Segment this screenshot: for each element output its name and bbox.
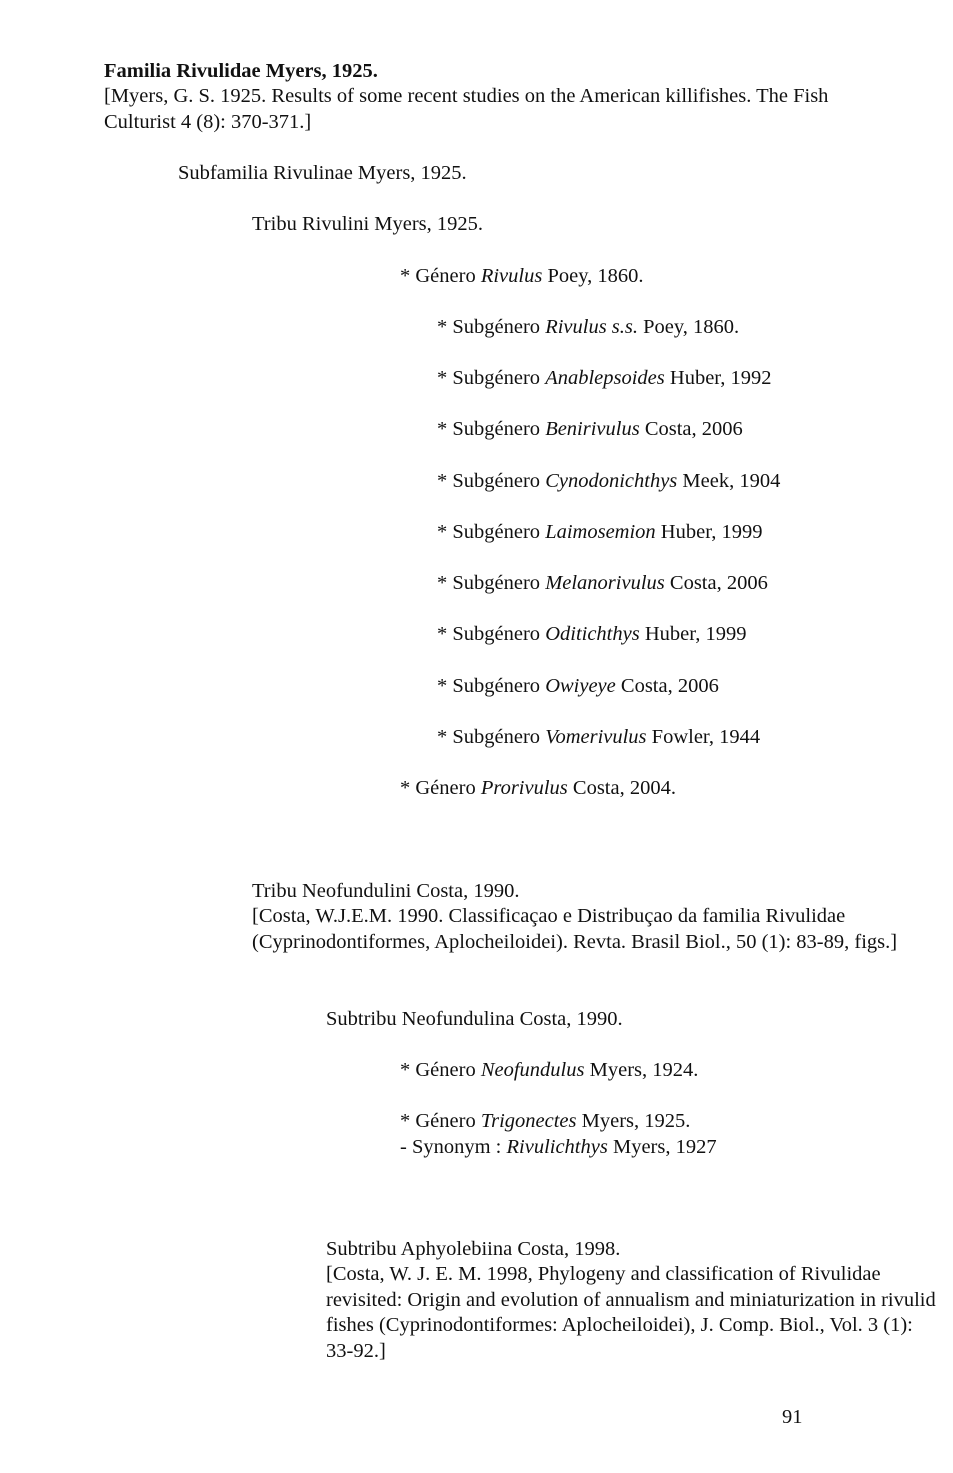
subgenus-author: Costa, 2006: [639, 418, 743, 440]
subgenus-prefix: * Subgénero: [437, 367, 546, 389]
subgenus-author: Costa, 2006: [615, 675, 719, 697]
subgenus-entry: [437, 315, 739, 341]
genus-author: Myers, 1925.: [576, 1110, 691, 1132]
subgenus-name: Laimosemion: [545, 521, 656, 543]
genus-entry-rivulus: [400, 264, 644, 290]
subtribu-aphyolebiina-reference: [Costa, W. J. E. M. 1998, Phylogeny and classification of Rivulidae revisited: Origin and evolution of annualism and miniaturization in rivulid fishes (Cyprinodontiformes: Aplocheiloidei), J. Comp. Biol., Vol. 3 (1): 33-92.]: [326, 1263, 936, 1362]
genus-name: Trigonectes: [480, 1110, 577, 1132]
subgenus-prefix: * Subgénero: [437, 726, 546, 748]
synonym-author: Myers, 1927: [607, 1136, 717, 1158]
subgenus-author: Poey, 1860.: [638, 316, 740, 338]
subgenus-prefix: * Subgénero: [437, 418, 546, 440]
genus-prefix: * Género: [400, 1059, 481, 1081]
genus-name: Neofundulus: [480, 1059, 585, 1081]
subgenus-author: Huber, 1999: [639, 623, 747, 645]
subgenus-name: Anablepsoides: [545, 367, 665, 389]
subtribu-neofundulina: Subtribu Neofundulina Costa, 1990.: [326, 1008, 623, 1030]
genus-entry-trigonectes: [400, 1109, 690, 1135]
subgenus-author: Huber, 1999: [655, 521, 763, 543]
subgenus-name: Owiyeye: [545, 675, 616, 697]
subgenus-entry: [437, 520, 762, 546]
genus-author: Poey, 1860.: [542, 265, 644, 287]
genus-entry-prorivulus: [400, 776, 676, 802]
subgenus-name: Oditichthys: [545, 623, 640, 645]
genus-name: Prorivulus: [480, 777, 568, 799]
subgenus-author: Huber, 1992: [664, 367, 772, 389]
tribu-neofundulini: Tribu Neofundulini Costa, 1990.: [252, 880, 520, 902]
familia-title: Familia Rivulidae Myers, 1925.: [104, 60, 378, 82]
subgenus-entry: [437, 725, 760, 751]
subgenus-entry: [437, 622, 747, 648]
subtribu-aphyolebiina: Subtribu Aphyolebiina Costa, 1998.: [326, 1238, 621, 1260]
page-number: 91: [782, 1406, 803, 1428]
subgenus-entry: [437, 366, 772, 392]
subgenus-name: Rivulus s.s.: [545, 316, 639, 338]
subgenus-prefix: * Subgénero: [437, 521, 546, 543]
synonym-prefix: - Synonym :: [400, 1136, 507, 1158]
genus-prefix: * Género: [400, 1110, 481, 1132]
genus-prefix: * Género: [400, 265, 481, 287]
genus-author: Costa, 2004.: [567, 777, 676, 799]
genus-author: Myers, 1924.: [584, 1059, 699, 1081]
subgenus-prefix: * Subgénero: [437, 316, 546, 338]
tribu-rivulini: Tribu Rivulini Myers, 1925.: [252, 213, 484, 235]
synonym-entry: [400, 1135, 717, 1161]
subgenus-entry: [437, 571, 768, 597]
subgenus-author: Meek, 1904: [677, 470, 781, 492]
synonym-name: Rivulichthys: [506, 1136, 608, 1158]
familia-reference: [Myers, G. S. 1925. Results of some recent studies on the American killifishes. The Fish Culturist 4 (8): 370-371.]: [104, 85, 829, 133]
genus-entry-neofundulus: [400, 1058, 698, 1084]
tribu-neofundulini-reference: [Costa, W.J.E.M. 1990. Classificaçao e Distribuçao da familia Rivulidae (Cyprinodontiformes, Aplocheiloidei). Revta. Brasil Biol., 50 (1): 83-89, figs.]: [252, 905, 898, 953]
subgenus-entry: [437, 417, 743, 443]
subgenus-prefix: * Subgénero: [437, 675, 546, 697]
subgenus-name: Cynodonichthys: [545, 470, 678, 492]
subgenus-name: Melanorivulus: [545, 572, 665, 594]
subgenus-entry: [437, 674, 719, 700]
subgenus-name: Vomerivulus: [545, 726, 647, 748]
subgenus-prefix: * Subgénero: [437, 572, 546, 594]
genus-prefix: * Género: [400, 777, 481, 799]
subgenus-author: Fowler, 1944: [646, 726, 761, 748]
subgenus-prefix: * Subgénero: [437, 470, 546, 492]
subgenus-name: Benirivulus: [545, 418, 640, 440]
subgenus-entry: [437, 469, 780, 495]
subgenus-author: Costa, 2006: [664, 572, 768, 594]
subfamilia-rivulinae: Subfamilia Rivulinae Myers, 1925.: [178, 162, 467, 184]
subgenus-prefix: * Subgénero: [437, 623, 546, 645]
genus-name: Rivulus: [480, 265, 543, 287]
